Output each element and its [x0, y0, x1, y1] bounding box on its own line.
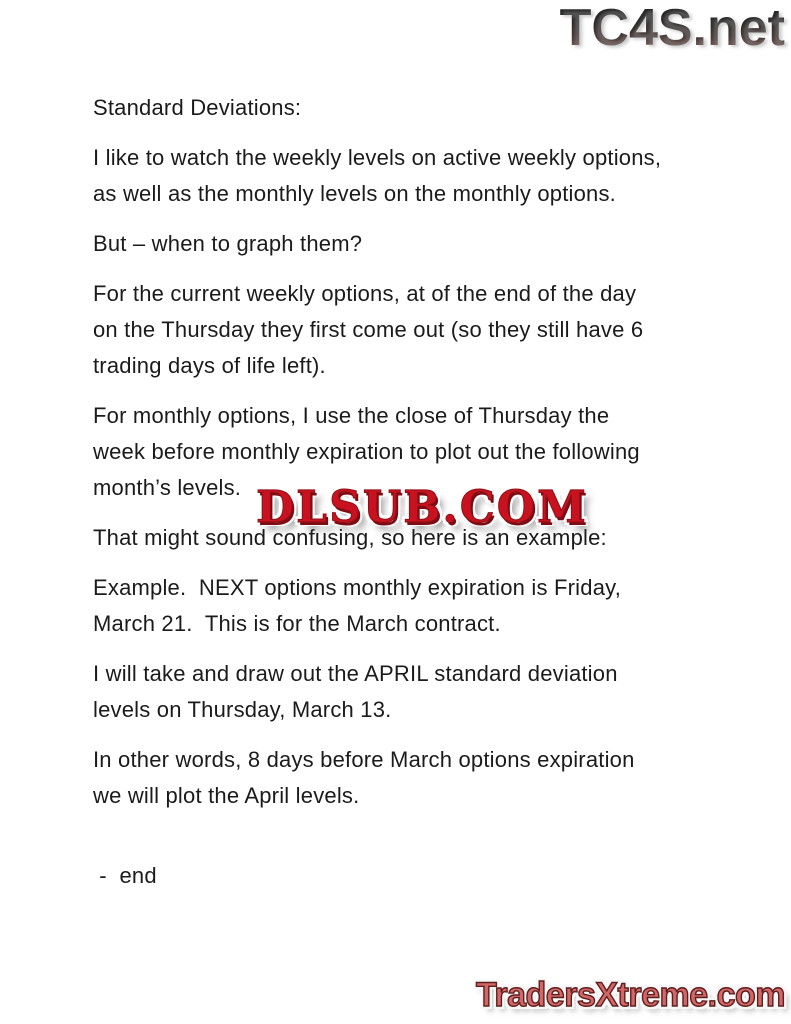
text-line: In other words, 8 days before March options expiration	[93, 747, 635, 772]
dlsub-watermark: DLSUB.COM	[256, 482, 588, 533]
tradersxtreme-logo: TradersXtreme.com	[476, 976, 785, 1014]
text-line: we will plot the April levels.	[93, 783, 360, 808]
text-line: - end	[93, 863, 157, 888]
text-line: March 21. This is for the March contract.	[93, 611, 501, 636]
paragraph-weekly-levels	[93, 140, 753, 212]
text-line: Example. NEXT options monthly expiration is Friday,	[93, 575, 622, 600]
text-line: week before monthly expiration to plot out the following	[93, 439, 640, 464]
text-line: I will take and draw out the APRIL standard deviation	[93, 661, 618, 686]
text-line: For the current weekly options, at of the end of the day	[93, 281, 637, 306]
text-line: trading days of life left).	[93, 353, 326, 378]
text-line: But – when to graph them?	[93, 231, 363, 256]
text-line: Standard Deviations:	[93, 95, 302, 120]
text-line: month’s levels.	[93, 475, 242, 500]
tc4s-logo: TC4S.net	[559, 0, 785, 57]
paragraph-next-expiration	[93, 570, 753, 642]
paragraph-current-weekly-options	[93, 276, 753, 384]
text-line: as well as the monthly levels on the monthly options.	[93, 181, 616, 206]
paragraph-april-levels	[93, 656, 753, 728]
text-line: on the Thursday they first come out (so they still have 6	[93, 317, 644, 342]
paragraph-end-marker	[93, 858, 753, 894]
heading-standard-deviations	[93, 90, 753, 126]
text-line: For monthly options, I use the close of Thursday the	[93, 403, 610, 428]
paragraph-in-other-words	[93, 742, 753, 814]
text-line: That might sound confusing, so here is an example:	[93, 525, 607, 550]
text-line: I like to watch the weekly levels on active weekly options,	[93, 145, 662, 170]
paragraph-when-to-graph	[93, 226, 753, 262]
text-line: levels on Thursday, March 13.	[93, 697, 392, 722]
